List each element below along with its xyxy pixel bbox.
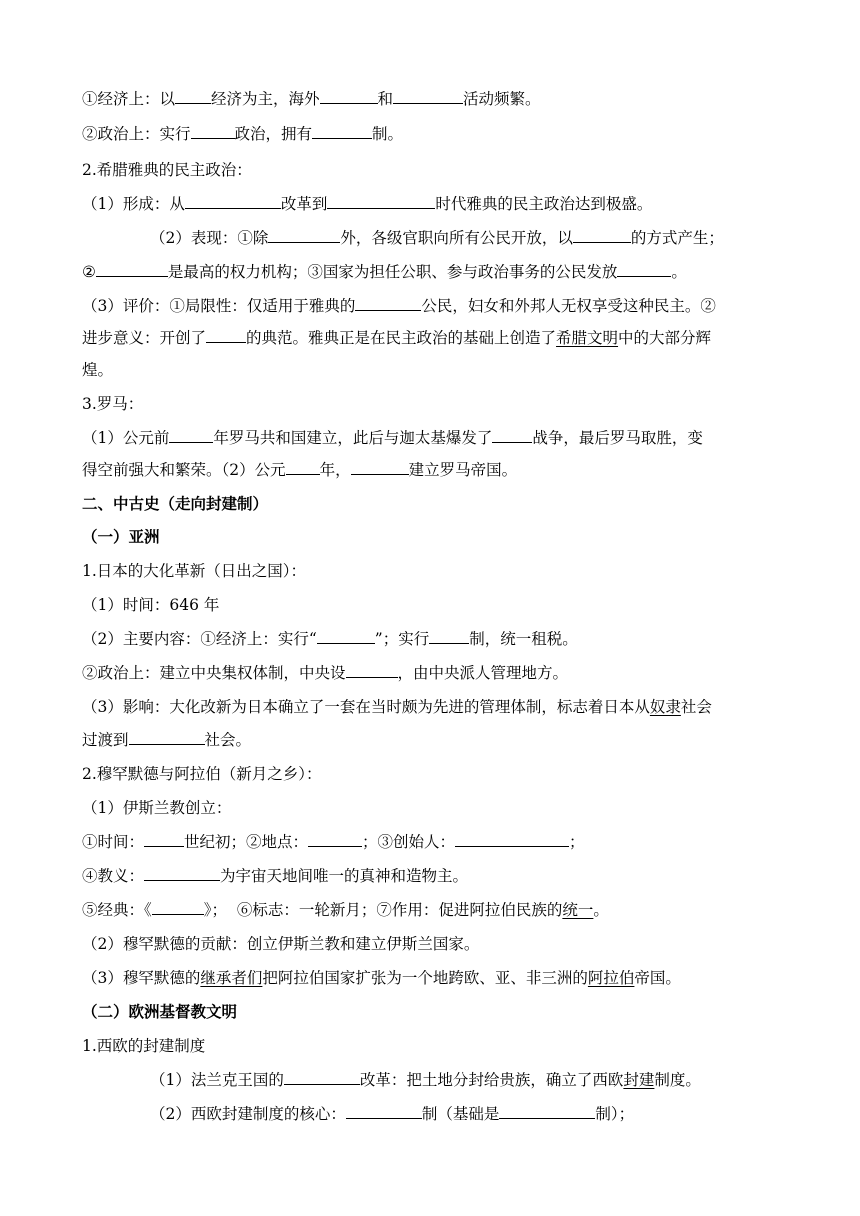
- fill-blank: [320, 89, 378, 104]
- fill-blank: [327, 194, 435, 209]
- section-heading: 1.西欧的封建制度: [82, 1037, 206, 1055]
- fill-blank: [573, 228, 631, 243]
- fill-blank: [191, 124, 235, 139]
- fill-blank: [393, 89, 463, 104]
- text-line: （1）法兰克王国的 改革：把土地分封给贵族，确立了西欧封建制度。: [150, 1071, 701, 1089]
- text-line: （1）时间：646 年: [82, 596, 220, 614]
- fill-blank: [312, 124, 372, 139]
- subsection-heading: （一）亚洲: [82, 527, 160, 546]
- text-line: （3）评价：①局限性：仅适用于雅典的 公民，妇女和外邦人无权享受这种民主。②: [82, 297, 716, 315]
- fill-blank: [129, 730, 205, 745]
- fill-blank: [308, 832, 362, 847]
- fill-blank: [346, 1104, 422, 1119]
- fill-blank: [185, 194, 281, 209]
- text-line: （2）表现：①除 外，各级官职向所有公民开放，以 的方式产生；: [150, 229, 724, 247]
- fill-blank: [499, 1104, 595, 1119]
- fill-blank: [284, 1070, 360, 1085]
- fill-blank: [351, 460, 409, 475]
- fill-blank: [96, 262, 168, 277]
- text-line: （2）主要内容：①经济上：实行“ ”；实行 制，统一租税。: [82, 630, 578, 648]
- underlined-term: 继承者们: [200, 969, 263, 987]
- fill-blank: [429, 629, 469, 644]
- fill-blank: [175, 89, 211, 104]
- text-line: ①时间： 世纪初；②地点： ；③创始人： ；: [82, 833, 585, 851]
- text-line: ④教义： 为宇宙天地间唯一的真神和造物主。: [82, 867, 469, 885]
- underlined-term: 希腊文明: [556, 329, 619, 347]
- fill-blank: [617, 262, 671, 277]
- text-line: ①经济上：以 经济为主，海外 和 活动频繁。: [82, 90, 541, 108]
- fill-blank: [355, 296, 421, 311]
- underlined-term: 封建: [623, 1071, 655, 1089]
- section-heading: 1.日本的大化革新（日出之国）：: [82, 562, 307, 580]
- fill-blank: [144, 866, 220, 881]
- fill-blank: [169, 428, 213, 443]
- text-line: 煌。: [82, 361, 114, 379]
- text-line: （1）公元前 年罗马共和国建立，此后与迦太基爆发了 战争，最后罗马取胜，变: [82, 429, 703, 447]
- fill-blank: [206, 328, 246, 343]
- text-line: （1）伊斯兰教创立：: [82, 799, 232, 817]
- fill-blank: [492, 428, 532, 443]
- fill-blank: [286, 460, 320, 475]
- text-line: ⑤经典：《 》； ⑥标志：一轮新月；⑦作用：促进阿拉伯民族的统一。: [82, 901, 609, 919]
- fill-blank: [144, 832, 184, 847]
- chapter-heading: 二、中古史（走向封建制）: [82, 494, 269, 513]
- fill-blank: [268, 228, 340, 243]
- text-line: （3）影响：大化改新为日本确立了一套在当时颇为先进的管理体制，标志着日本从奴隶社会: [82, 698, 712, 716]
- section-heading: 2.希腊雅典的民主政治：: [82, 161, 252, 179]
- underlined-term: 奴隶: [649, 698, 681, 716]
- fill-blank: [152, 900, 204, 915]
- text-line: （3）穆罕默德的继承者们把阿拉伯国家扩张为一个地跨欧、亚、非三洲的阿拉伯帝国。: [82, 969, 681, 987]
- text-line: （2）穆罕默德的贡献：创立伊斯兰教和建立伊斯兰国家。: [82, 935, 480, 953]
- section-heading: 2.穆罕默德与阿拉伯（新月之乡）：: [82, 765, 322, 783]
- text-line: （2）西欧封建制度的核心： 制（基础是 制）；: [150, 1105, 635, 1123]
- text-line: ②政治上：建立中央集权体制，中央设 ，由中央派人管理地方。: [82, 664, 569, 682]
- fill-blank: [346, 663, 398, 678]
- text-line: ②政治上：实行 政治，拥有 制。: [82, 125, 404, 143]
- fill-blank: [455, 832, 569, 847]
- underlined-term: 统一: [562, 901, 594, 919]
- subsection-heading: （二）欧洲基督教文明: [82, 1002, 238, 1021]
- text-line: 过渡到 社会。: [82, 731, 252, 749]
- fill-blank: [317, 629, 375, 644]
- text-line: 得空前强大和繁荣。（2）公元 年， 建立罗马帝国。: [82, 461, 518, 479]
- text-line: （1）形成：从 改革到 时代雅典的民主政治达到极盛。: [82, 195, 653, 213]
- section-heading: 3.罗马：: [82, 395, 144, 413]
- underlined-term: 阿拉伯: [587, 969, 635, 987]
- text-line: 进步意义：开创了 的典范。雅典正是在民主政治的基础上创造了希腊文明中的大部分辉: [82, 329, 712, 347]
- text-line: ② 是最高的权力机构；③国家为担任公职、参与政治事务的公民发放 。: [82, 263, 687, 281]
